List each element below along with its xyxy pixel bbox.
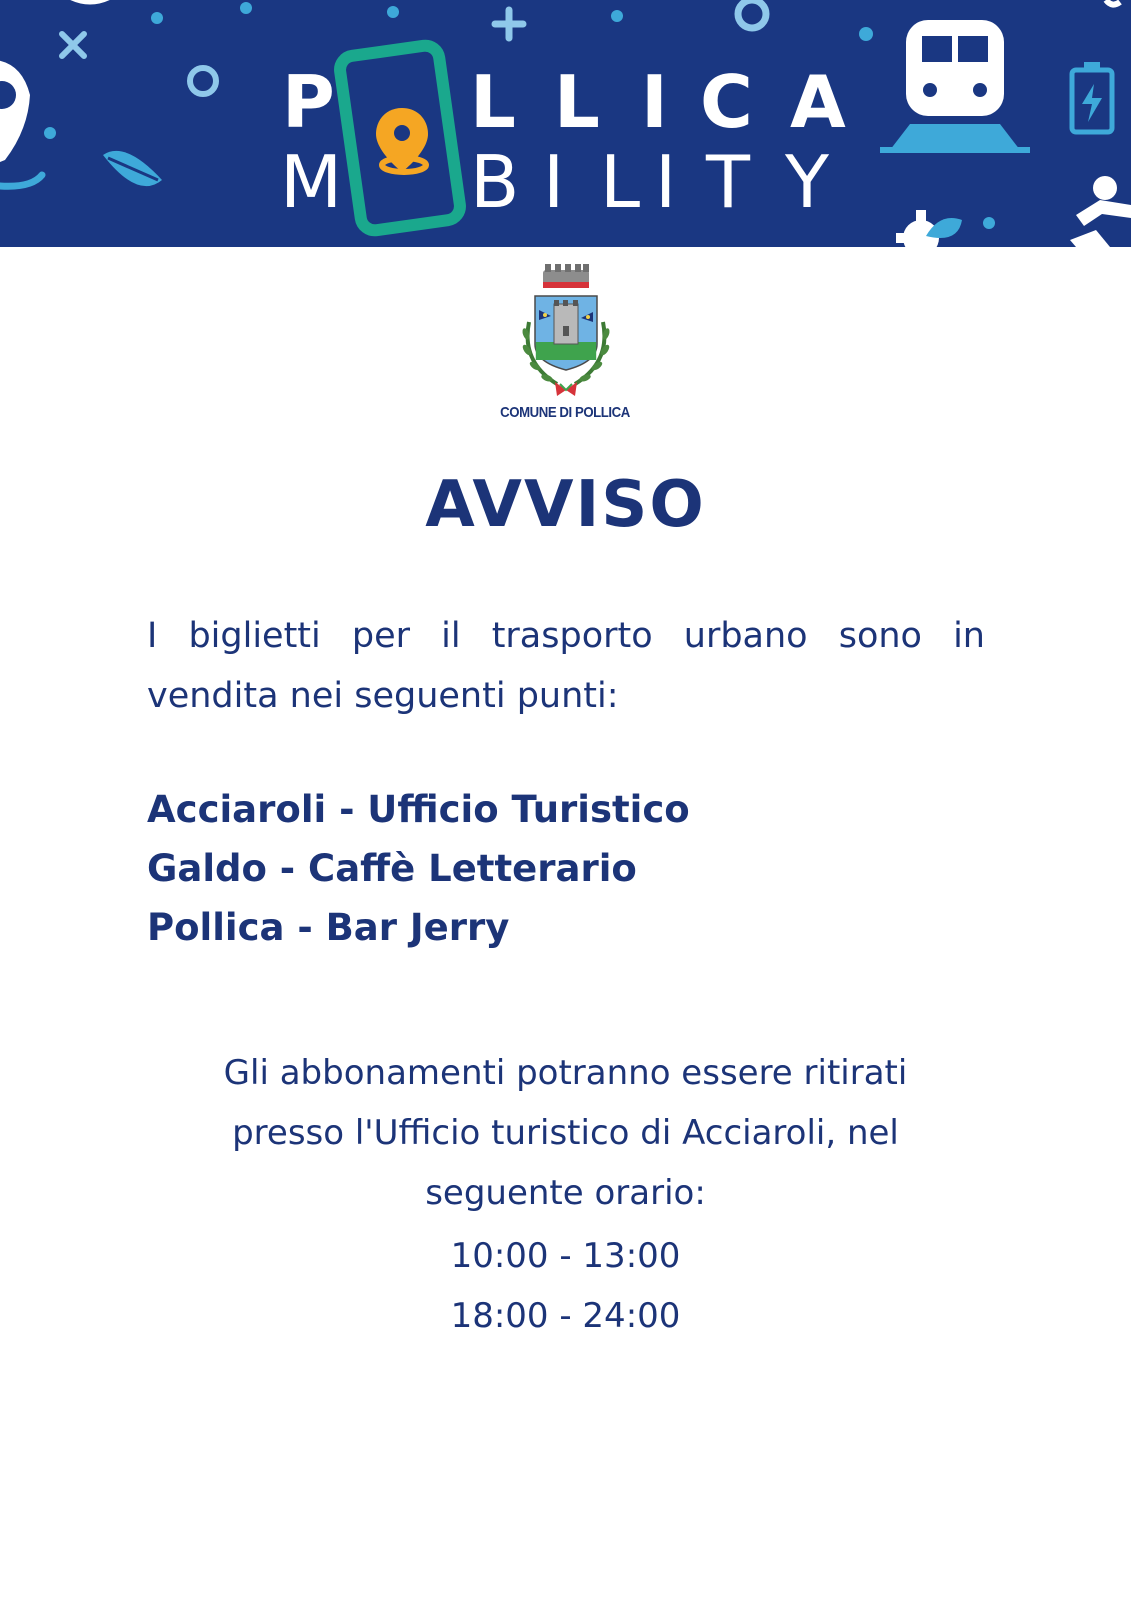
hours-slot: 10:00 - 13:00 — [450, 1236, 681, 1276]
logo-letter: I — [543, 140, 565, 224]
notice-title: AVVISO — [425, 468, 706, 542]
battery-icon — [1072, 62, 1112, 132]
fragment-icon — [1106, 0, 1120, 5]
list-item: Galdo - Caffè Letterario — [147, 847, 637, 890]
logo-letter: B — [470, 140, 520, 224]
plus-icon — [495, 10, 523, 38]
notice-intro: I biglietti per il trasporto urbano sono in vendita nei seguenti punti: — [147, 616, 985, 716]
hours-slot: 18:00 - 24:00 — [450, 1296, 681, 1336]
runner-icon — [1070, 176, 1131, 247]
logo-letter: L — [600, 140, 641, 224]
leaf-icon — [103, 151, 162, 186]
logo-letter: L — [470, 60, 516, 144]
logo-letter: P — [282, 60, 335, 144]
sales-points-list — [147, 780, 987, 957]
circle-outline-icon — [190, 68, 216, 94]
train-icon — [880, 20, 1030, 153]
logo-letter: C — [700, 60, 753, 144]
logo-letter: T — [706, 140, 750, 224]
list-item: Acciaroli - Ufficio Turistico — [147, 788, 690, 831]
subscriptions-line: seguente orario: — [425, 1173, 706, 1213]
ring-fragment-icon — [70, 0, 110, 1]
municipal-crest-icon — [505, 262, 627, 402]
logo-letter: I — [641, 60, 668, 144]
logo-letter: A — [790, 60, 846, 144]
ring-icon — [738, 0, 766, 28]
phone-pin-logo-icon — [338, 44, 462, 232]
opening-hours — [0, 1226, 1131, 1346]
logo-letter: I — [655, 140, 677, 224]
crest-caption: COMUNE DI POLLICA — [500, 404, 630, 421]
subscriptions-line: Gli abbonamenti potranno essere ritirati — [223, 1053, 908, 1093]
logo-letter: L — [554, 60, 600, 144]
location-pin-partial-icon — [0, 59, 42, 186]
subscriptions-line: presso l'Ufficio turistico di Acciaroli, nel — [232, 1113, 899, 1153]
x-mark-icon — [62, 34, 84, 56]
header-banner — [0, 0, 1131, 247]
dots-decoration — [44, 2, 995, 229]
logo-letter: Y — [785, 140, 829, 224]
subscriptions-info — [150, 1043, 981, 1223]
list-item: Pollica - Bar Jerry — [147, 906, 510, 949]
logo-letter: M — [280, 140, 343, 224]
